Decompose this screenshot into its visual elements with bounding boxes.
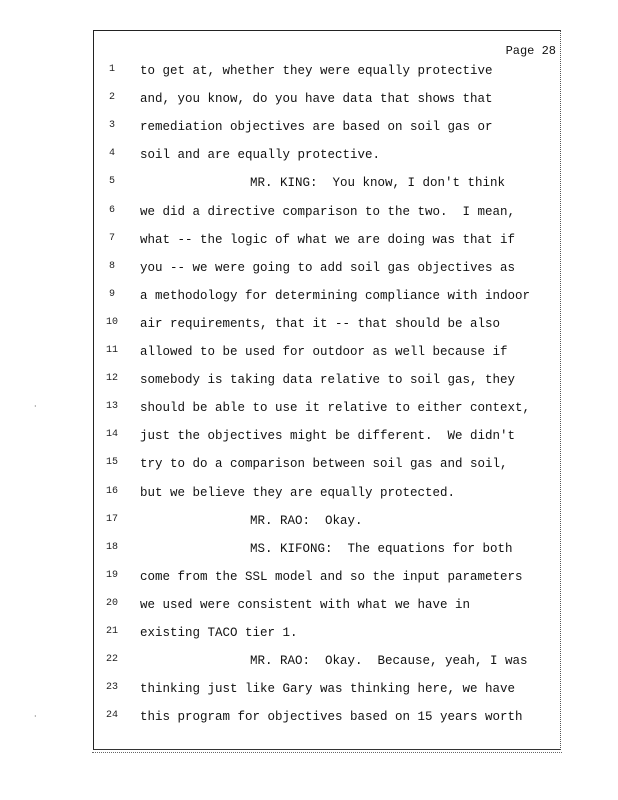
transcript-line [93,92,561,112]
line-text: soil and are equally protective. [140,148,381,163]
line-number: 7 [108,232,115,244]
transcript-line [93,345,561,365]
transcript-line [93,710,561,730]
line-text: existing TACO tier 1. [140,626,298,640]
scan-speck: · [34,712,37,721]
line-number: 21 [105,626,118,637]
transcript-line [93,148,561,168]
transcript-line [93,598,561,618]
line-text: somebody is taking data relative to soil gas, they [140,373,516,388]
line-text: a methodology for determining compliance with indoor [140,288,531,303]
line-text: we used were consistent with what we have in [140,597,471,612]
transcript-line [93,176,561,196]
line-number: 4 [108,148,115,160]
line-text: we did a directive comparison to the two. I mean, [140,204,516,219]
line-text: just the objectives might be different. We didn't [140,429,516,444]
line-number: 19 [105,569,118,581]
line-number: 8 [108,260,115,272]
line-number: 12 [105,373,118,385]
transcript-line [93,457,561,477]
transcript-line [93,626,561,646]
line-text: this program for objectives based on 15 years worth [140,710,523,725]
line-text: MR. KING: You know, I don't think [250,176,506,191]
line-number: 2 [108,92,115,104]
transcript-line [93,654,561,674]
line-number: 6 [108,204,115,216]
line-number: 10 [105,316,118,328]
line-text: what -- the logic of what we are doing was that if [140,232,516,247]
line-text: come from the SSL model and so the input parameters [140,569,523,584]
transcript-line [93,682,561,702]
line-number: 20 [105,597,118,609]
line-number: 9 [108,288,115,300]
line-text: MR. RAO: Okay. Because, yeah, I was [250,654,528,669]
line-number: 22 [105,654,118,666]
line-number: 23 [105,682,118,694]
transcript-line [93,401,561,421]
transcript-line [93,205,561,225]
transcript-line [93,64,561,84]
line-text: but we believe they are equally protected. [140,485,456,500]
transcript-line [93,317,561,337]
transcript-line [93,120,561,140]
line-number: 5 [108,176,115,188]
page-number: Page 28 [505,44,556,58]
transcript-line [93,570,561,590]
line-number: 18 [105,541,118,553]
line-number: 14 [105,429,118,441]
scan-speck: · [34,402,37,411]
line-text: to get at, whether they were equally protective [140,64,493,78]
line-text: MR. RAO: Okay. [250,513,363,528]
line-text: thinking just like Gary was thinking here, we have [140,682,516,697]
line-text: should be able to use it relative to either context, [140,401,531,416]
transcript-line [93,486,561,506]
line-text: remediation objectives are based on soil gas or [140,120,493,135]
transcript-line [93,373,561,393]
line-number: 24 [105,710,118,722]
line-number: 11 [105,345,118,356]
transcript-line [93,542,561,562]
line-text: try to do a comparison between soil gas and soil, [140,457,508,472]
transcript-line [93,289,561,309]
line-number: 13 [105,401,118,413]
line-number: 3 [108,120,115,132]
line-number: 1 [108,64,115,75]
transcript-line [93,261,561,281]
line-text: you -- we were going to add soil gas objectives as [140,260,516,275]
line-number: 15 [105,457,118,469]
line-text: allowed to be used for outdoor as well because if [140,345,508,359]
transcript-line [93,429,561,449]
transcript-line [93,514,561,534]
line-text: and, you know, do you have data that shows that [140,92,493,107]
bottom-rule [92,752,562,753]
line-text: air requirements, that it -- that should be also [140,316,501,331]
line-number: 16 [105,485,118,497]
line-text: MS. KIFONG: The equations for both [250,541,513,556]
line-number: 17 [105,513,118,525]
transcript-line [93,233,561,253]
